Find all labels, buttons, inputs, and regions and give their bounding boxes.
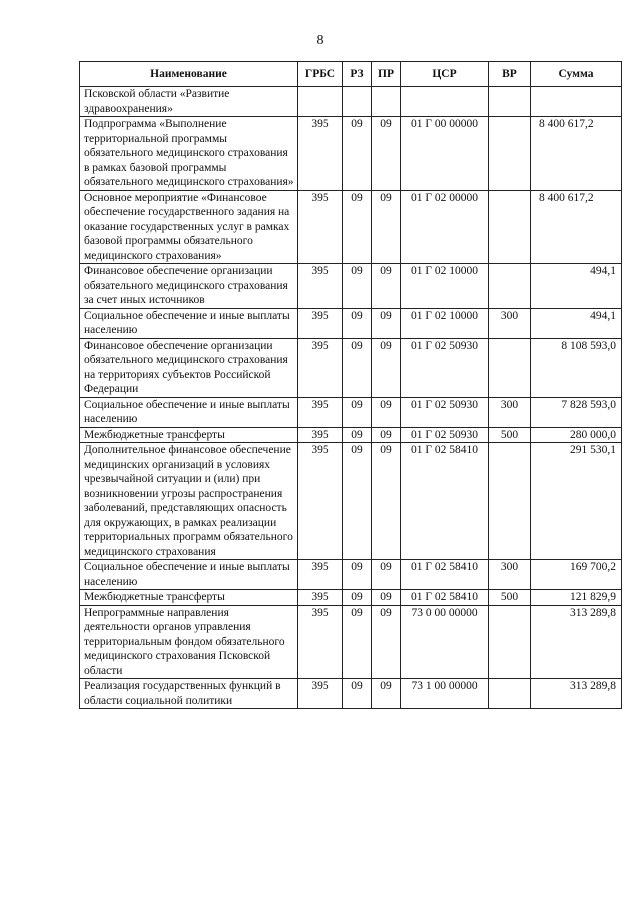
table-row [80,560,622,590]
header-grbs: ГРБС [298,62,343,87]
cell-name: Социальное обеспечение и иные выплаты населению [80,397,298,427]
cell-sum: 169 700,2 [531,560,622,590]
cell-csr: 73 1 00 00000 [401,679,489,709]
cell-sum: 8 108 593,0 [531,338,622,397]
cell-pr [372,87,401,117]
table-row [80,308,622,338]
cell-name: Социальное обеспечение и иные выплаты населению [80,308,298,338]
cell-sum: 494,1 [531,264,622,309]
table-row [80,264,622,309]
cell-grbs: 395 [298,679,343,709]
cell-vr [489,190,531,264]
cell-sum: 313 289,8 [531,679,622,709]
cell-name: Социальное обеспечение и иные выплаты населению [80,560,298,590]
cell-rz: 09 [343,397,372,427]
cell-vr [489,338,531,397]
cell-sum: 291 530,1 [531,443,622,560]
table-row [80,427,622,443]
cell-grbs: 395 [298,264,343,309]
cell-rz: 09 [343,264,372,309]
cell-pr: 09 [372,427,401,443]
cell-rz: 09 [343,590,372,606]
cell-rz: 09 [343,117,372,191]
cell-pr: 09 [372,338,401,397]
cell-name: Дополнительное финансовое обеспечение медицинских организаций в условиях чрезвычайной ситуации и (или) при возникновении угрозы распространения заболеваний, представляющих опасность для окружающих, в рамках реализации территориальных программ обязательного медицинского страхования [80,443,298,560]
table-row [80,397,622,427]
header-row [80,62,622,87]
table-row [80,117,622,191]
cell-pr: 09 [372,443,401,560]
cell-name: Реализация государственных функций в области социальной политики [80,679,298,709]
cell-pr: 09 [372,590,401,606]
cell-grbs: 395 [298,605,343,679]
cell-pr: 09 [372,605,401,679]
cell-vr [489,117,531,191]
cell-pr: 09 [372,560,401,590]
cell-grbs: 395 [298,397,343,427]
cell-rz [343,87,372,117]
cell-grbs [298,87,343,117]
cell-csr [401,87,489,117]
cell-vr: 300 [489,560,531,590]
cell-csr: 01 Г 02 50930 [401,397,489,427]
cell-csr: 01 Г 02 10000 [401,308,489,338]
cell-sum: 8 400 617,2 [531,117,622,191]
cell-grbs: 395 [298,427,343,443]
cell-name: Псковской области «Развитие здравоохранения» [80,87,298,117]
cell-csr: 01 Г 02 58410 [401,560,489,590]
cell-grbs: 395 [298,443,343,560]
cell-grbs: 395 [298,190,343,264]
cell-name: Финансовое обеспечение организации обязательного медицинского страхования на территориях субъектов Российской Федерации [80,338,298,397]
cell-sum: 121 829,9 [531,590,622,606]
budget-table [79,61,622,709]
cell-pr: 09 [372,397,401,427]
header-csr: ЦСР [401,62,489,87]
header-rz: РЗ [343,62,372,87]
cell-grbs: 395 [298,560,343,590]
cell-csr: 73 0 00 00000 [401,605,489,679]
cell-pr: 09 [372,190,401,264]
cell-sum [531,87,622,117]
cell-vr: 500 [489,427,531,443]
cell-name: Непрограммные направления деятельности органов управления территориальным фондом обязательного медицинского страхования Псковской области [80,605,298,679]
table-row [80,338,622,397]
cell-grbs: 395 [298,590,343,606]
table-row [80,679,622,709]
cell-vr [489,443,531,560]
cell-pr: 09 [372,679,401,709]
cell-grbs: 395 [298,117,343,191]
cell-vr [489,679,531,709]
cell-csr: 01 Г 02 58410 [401,590,489,606]
cell-csr: 01 Г 02 10000 [401,264,489,309]
cell-csr: 01 Г 02 50930 [401,338,489,397]
cell-rz: 09 [343,427,372,443]
page-number: 8 [316,33,324,48]
cell-rz: 09 [343,190,372,264]
table-row [80,605,622,679]
table-row [80,190,622,264]
cell-csr: 01 Г 00 00000 [401,117,489,191]
cell-csr: 01 Г 02 00000 [401,190,489,264]
cell-name: Подпрограмма «Выполнение территориальной программы обязательного медицинского страхования в рамках базовой программы обязательного медицинского страхования» [80,117,298,191]
cell-name: Финансовое обеспечение организации обязательного медицинского страхования за счет иных источников [80,264,298,309]
cell-sum: 494,1 [531,308,622,338]
cell-vr: 300 [489,397,531,427]
cell-vr [489,264,531,309]
cell-grbs: 395 [298,338,343,397]
cell-grbs: 395 [298,308,343,338]
cell-csr: 01 Г 02 50930 [401,427,489,443]
table-row [80,443,622,560]
header-name: Наименование [80,62,298,87]
cell-rz: 09 [343,679,372,709]
cell-sum: 8 400 617,2 [531,190,622,264]
cell-vr: 500 [489,590,531,606]
cell-sum: 313 289,8 [531,605,622,679]
header-sum: Сумма [531,62,622,87]
cell-vr: 300 [489,308,531,338]
cell-name: Основное мероприятие «Финансовое обеспечение государственного задания на оказание государственных услуг в рамках базовой программы обязательного медицинского страхования» [80,190,298,264]
cell-vr [489,87,531,117]
header-pr: ПР [372,62,401,87]
cell-pr: 09 [372,308,401,338]
cell-sum: 280 000,0 [531,427,622,443]
table-row [80,590,622,606]
cell-rz: 09 [343,560,372,590]
cell-rz: 09 [343,443,372,560]
cell-pr: 09 [372,264,401,309]
cell-sum: 7 828 593,0 [531,397,622,427]
cell-rz: 09 [343,338,372,397]
cell-rz: 09 [343,308,372,338]
cell-vr [489,605,531,679]
cell-name: Межбюджетные трансферты [80,427,298,443]
table-row [80,87,622,117]
cell-rz: 09 [343,605,372,679]
cell-name: Межбюджетные трансферты [80,590,298,606]
header-vr: ВР [489,62,531,87]
cell-pr: 09 [372,117,401,191]
cell-csr: 01 Г 02 58410 [401,443,489,560]
